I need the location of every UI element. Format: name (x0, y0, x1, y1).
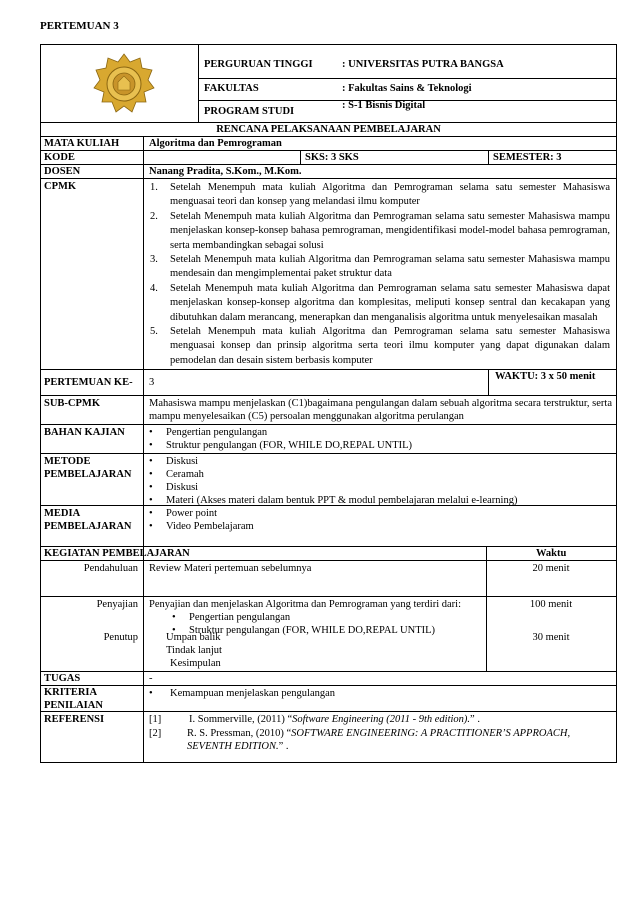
list-item: • Struktur pengulangan (FOR, WHILE DO,REPAL UNTIL) (169, 624, 435, 637)
tugas-label: TUGAS (44, 673, 81, 684)
bahan-kajian-label: BAHAN KAJIAN (44, 427, 125, 438)
penyajian-waktu: 100 menit (529, 599, 573, 610)
cpmk-item: 5. Setelah Menempuh mata kuliah Algoritma dan Pemrograman selama satu semester Mahasiswa menguasai konsep dan prinsip algoritma serta teori ilmu komputer yang dapat digunakan dalam pemodelan dan desain sistem berbasis komputer (150, 326, 610, 366)
metode-label-line2: PEMBELAJARAN (44, 469, 132, 480)
dosen-value: Nanang Pradita, S.Kom., M.Kom. (149, 166, 302, 177)
cpmk-item: 4. Setelah Menempuh mata kuliah Algoritma dan Pemrograman selama satu semester Mahasiswa dapat menjelaskan konsep-konsep algoritma dan komplesitas, meliputi konsep sentral dan kecakapan yang dibutuhkan dalam merancang, menerapkan dan menganalisis algoritma untuk menyelesaikan masalah (150, 282, 610, 323)
sub-cpmk-value: Mahasiswa mampu menjelaskan (C1)bagaimana pengulangan dalam sebuah algoritma secara terstruktur, serta mampu menyelesaikan (C5) persoalan menggunakan algoritma perulangan (149, 398, 612, 422)
list-item: • Pengertian pengulangan (169, 611, 435, 624)
list-item: • Ceramah (146, 468, 517, 481)
pertemuan-label: PERTEMUAN KE- (44, 377, 133, 388)
metode-label-line1: METODE (44, 456, 91, 467)
kriteria-label (44, 686, 103, 712)
metode-label (44, 455, 132, 481)
header-value-prodi: : S-1 Bisnis Digital (342, 100, 426, 111)
cpmk-label: CPMK (44, 181, 77, 192)
header-value-pt: : UNIVERSITAS PUTRA BANGSA (342, 59, 504, 70)
list-item: • Video Pembelajaram (146, 520, 254, 533)
media-label-line1: MEDIA (44, 508, 81, 519)
referensi-label: REFERENSI (44, 714, 105, 725)
list-item: • Diskusi (146, 481, 517, 494)
kriteria-list (146, 687, 335, 700)
kriteria-label-line1: KRITERIA (44, 687, 98, 698)
media-label-line2: PEMBELAJARAN (44, 521, 132, 532)
list-item: • Kemampuan menjelaskan pengulangan (146, 687, 335, 700)
media-label (44, 507, 132, 533)
header-label-prodi: PROGRAM STUDI (204, 106, 295, 117)
cpmk-item: 1. Setelah Menempuh mata kuliah Algoritma dan Pemrograman selama satu semester Mahasiswa menguasai teori dan konsep yang melandasi ilmu komputer (150, 182, 610, 208)
university-seal-icon (92, 52, 156, 116)
penutup-label: Penutup (103, 632, 138, 643)
list-item: • Diskusi (146, 455, 517, 468)
header-value-fakultas: : Fakultas Sains & Teknologi (342, 83, 472, 94)
mata-kuliah-label: MATA KULIAH (44, 138, 120, 149)
semester-value: SEMESTER: 3 (493, 152, 562, 163)
penutup-line: Kesimpulan (170, 658, 221, 669)
header-label-fakultas: FAKULTAS (204, 83, 259, 94)
pendahuluan-text: Review Materi pertemuan sebelumnya (149, 563, 312, 574)
cpmk-item: 3. Setelah Menempuh mata kuliah Algoritma dan Pemrograman selama satu semester Mahasiswa mampu mendesain dan mengimplementai paket struktur data (150, 254, 610, 280)
bahan-kajian-list (146, 426, 412, 452)
metode-list (146, 455, 517, 507)
referensi-item: [2] R. S. Pressman, (2010) “SOFTWARE ENGINEERING: A PRACTITIONER’S APPROACH, SEVENTH EDITION.” . (149, 728, 571, 752)
penutup-line: Umpan balik (166, 632, 221, 643)
cpmk-item: 2. Setelah Menempuh mata kuliah Algoritma dan Pemrograman selama satu semester Mahasiswa mampu menjelaskan konsep-konsep bahasa pemrograman, mengidentifikasi model-model bahasa pemrograman, serta membandingkan sebagai solusi (150, 210, 610, 251)
dosen-label: DOSEN (44, 166, 81, 177)
pertemuan-value: 3 (149, 377, 155, 388)
list-item: • Struktur pengulangan (FOR, WHILE DO,REPAL UNTIL) (146, 439, 412, 452)
page-heading: PERTEMUAN 3 (40, 20, 119, 32)
header-label-pt: PERGURUAN TINGGI (204, 59, 313, 70)
media-list (146, 507, 254, 533)
kegiatan-label: KEGIATAN PEMBELAJARAN (44, 548, 190, 559)
penyajian-label: Penyajian (96, 599, 138, 610)
cpmk-list (150, 181, 610, 368)
list-item: • Pengertian pengulangan (146, 426, 412, 439)
penyajian-text: Penyajian dan menjelaskan Algoritma dan Pemrograman yang terdiri dari: (149, 599, 461, 610)
list-item: • Materi (Akses materi dalam bentuk PPT & modul pembelajaran melalui e-learning) (146, 494, 517, 507)
penutup-line: Tindak lanjut (166, 645, 222, 656)
referensi-item: [1] I. Sommerville, (2011) “Software Engineering (2011 - 9th edition).” . (149, 714, 480, 725)
pendahuluan-waktu: 20 menit (532, 563, 570, 574)
kode-label: KODE (44, 152, 75, 163)
kegiatan-waktu-label: Waktu (536, 548, 567, 559)
rps-title: RENCANA PELAKSANAAN PEMBELAJARAN (216, 124, 441, 135)
tugas-value: - (149, 673, 153, 684)
penutup-waktu: 30 menit (532, 632, 570, 643)
sub-cpmk-label: SUB-CPMK (44, 398, 100, 409)
sks-value: SKS: 3 SKS (305, 152, 359, 163)
waktu-total: WAKTU: 3 x 50 menit (495, 371, 596, 382)
kriteria-label-line2: PENILAIAN (44, 700, 103, 711)
pendahuluan-label: Pendahuluan (83, 563, 138, 574)
list-item: • Power point (146, 507, 254, 520)
mata-kuliah-value: Algoritma dan Pemrograman (149, 138, 282, 149)
